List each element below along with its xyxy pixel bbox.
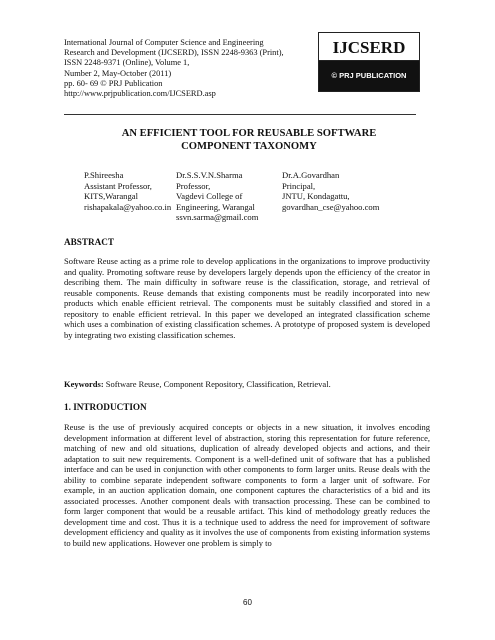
author-affiliation: JNTU, Kondagattu,: [282, 191, 350, 202]
author-block-2: [176, 170, 258, 223]
author-email: ssvn.sarma@gmail.com: [176, 212, 259, 223]
page-number: 60: [243, 598, 252, 607]
journal-logo: [318, 32, 420, 92]
abstract-heading: ABSTRACT: [64, 237, 115, 247]
title-line: AN EFFICIENT TOOL FOR REUSABLE SOFTWARE: [121, 128, 377, 139]
author-email: govardhan_cse@yahoo.com: [282, 201, 380, 212]
journal-line: International Journal of Computer Science and Engineering: [64, 38, 264, 47]
author-block-3: [282, 170, 379, 212]
author-name: Dr.S.S.V.N.Sharma: [176, 170, 243, 180]
logo-publisher: © PRJ PUBLICATION: [319, 61, 419, 91]
author-name: Dr.A.Govardhan: [282, 170, 340, 180]
author-title: Assistant Professor,: [84, 180, 152, 191]
abstract-text: Software Reuse acting as a prime role to develop applications in the organizations to improve productivity and quality. Promoting software reuse by developers largely depends upon the efficiency of the creator in describing them. The main difficulty in software reuse is the classification, storage, and retrieval of reusable components. Reuse demands that existing components must be readily incorporated into new products which enable efficient retrieval. The components must be suitably classified and stored in a repository to enable efficient retrieval. In this paper we developed an integrated classification scheme which uses a combination of existing classification schemes. A prototype of proposed system is developed by integrating two existing classification schemes.: [64, 256, 430, 340]
keywords-line: [64, 379, 430, 390]
introduction-heading: 1. INTRODUCTION: [64, 402, 147, 412]
header-divider: [64, 114, 416, 115]
introduction-text: Reuse is the use of previously acquired concepts or objects in a new situation, it involves encoding development information at different level of abstraction, storing this representation for future reference, matching of new and old situations, duplication of already developed objects and actions, and their adaptation to suit new requirements. Component is a well-defined unit of software that has a published interface and can be used in conjunction with other components to form larger units. Reuse deals with the ability to combine separate independent software components to form a larger unit of software. For example, in an auction application domain, one component captures the characteristics of a bid and its associated processes. Another component deals with transaction processing. These can be combined to form larger component that would be a reusable artifact. This kind of methodology greatly reduces the development time and cost. Thus it is a technique used to address the need for improvement of software development efficiency and quality as it involves the use of components from existing information systems to build new applications. However one problem is simply to: [64, 422, 430, 549]
journal-line: ISSN 2248-9371 (Online), Volume 1,: [64, 58, 190, 68]
keywords-text: Software Reuse, Component Repository, Classification, Retrieval.: [103, 379, 331, 389]
paper-title: [64, 127, 434, 153]
keywords-label: Keywords:: [64, 379, 104, 389]
journal-line: http://www.prjpublication.com/IJCSERD.asp: [64, 89, 216, 99]
author-affiliation: Engineering, Warangal: [176, 201, 255, 212]
author-affiliation: KITS,Warangal: [84, 191, 138, 202]
title-line: COMPONENT TAXONOMY: [181, 141, 317, 152]
author-affiliation: Vagdevi College of: [176, 191, 243, 202]
logo-title: IJCSERD: [319, 36, 419, 61]
author-block-1: [84, 170, 171, 212]
journal-line: pp. 60- 69 © PRJ Publication: [64, 78, 163, 88]
journal-citation: [64, 38, 314, 99]
author-title: Professor,: [176, 180, 211, 191]
author-email: rishapakala@yahoo.co.in: [84, 201, 172, 212]
journal-line: Number 2, May-October (2011): [64, 68, 172, 78]
author-name: P.Shireesha: [84, 170, 124, 180]
journal-line: Research and Development (IJCSERD), ISSN 2248-9363 (Print),: [64, 48, 284, 58]
author-title: Principal,: [282, 180, 316, 191]
